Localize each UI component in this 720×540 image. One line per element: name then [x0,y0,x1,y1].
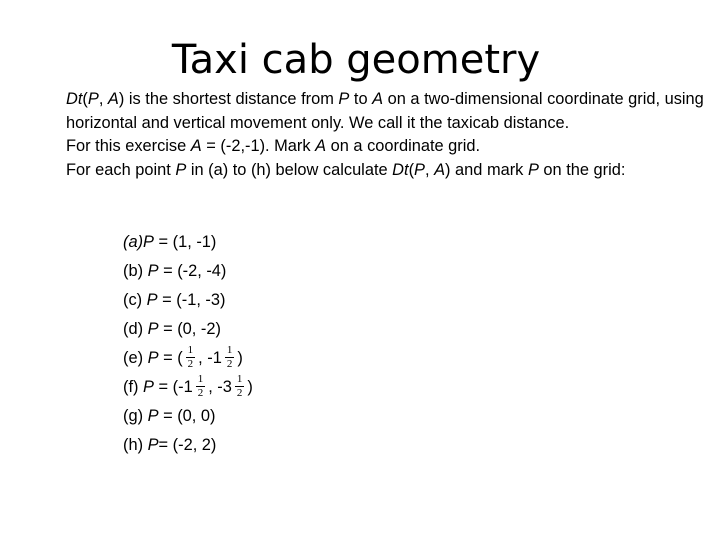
list-item [123,228,523,257]
fraction-one-half [196,374,206,399]
definition-text-2: to [349,90,373,108]
point-p-symbol: P [414,160,425,179]
point-p-symbol: P [143,233,154,251]
item-label: (c) [123,291,147,309]
instruction-text-4: on the grid: [538,160,626,179]
fraction-one-half [235,374,245,399]
point-p-symbol: P [527,160,539,179]
list-item [123,402,523,431]
item-coordinates-start: = (-1 [153,378,193,396]
list-item [123,431,523,460]
item-label: (g) [123,407,148,425]
fraction-denominator: 2 [236,387,243,400]
item-label: (e) [123,349,148,367]
item-coordinates-end: ) [237,349,243,367]
exercise-text-2: = (-2,-1). Mark [201,137,316,155]
list-item [123,315,523,344]
point-list [123,228,523,460]
point-p-symbol: P [146,291,158,309]
fraction-numerator: 1 [187,344,194,357]
list-item [123,344,523,373]
instruction-text-2: in (a) to (h) below calculate [186,160,393,179]
instruction-text-1: For each point [66,160,176,179]
item-coordinates-start: = ( [158,349,183,367]
fraction-denominator: 2 [197,387,204,400]
list-item [123,257,523,286]
item-label: (b) [123,262,148,280]
point-p-symbol: P [338,90,350,108]
item-coordinates: = (0, 0) [158,407,216,425]
item-coordinates: = (0, -2) [158,320,221,338]
item-label: (d) [123,320,148,338]
slide-title: Taxi cab geometry [171,37,541,83]
instruction-text-3: and mark [450,160,528,179]
item-label: (h) [123,436,148,454]
point-a-symbol: A [190,137,202,155]
comma: , [424,160,435,179]
exercise-text-1: For this exercise [66,137,191,155]
item-coordinates: = (1, -1) [153,233,217,251]
dt-symbol: Dt [66,90,83,108]
item-coordinates-middle: , -3 [208,378,232,396]
point-a-symbol: A [107,90,119,108]
point-p-symbol: P [175,160,187,179]
item-label: (a) [123,233,144,251]
fraction-numerator: 1 [197,373,204,386]
fraction-one-half [225,345,235,370]
paren-close: ) [118,90,125,108]
exercise-text-3: on a coordinate grid. [326,137,481,155]
paren-open: ( [408,160,415,179]
item-coordinates: = (-2, 2) [158,436,217,454]
dt-symbol: Dt [392,160,409,179]
item-label: (f) [123,378,144,396]
point-a-symbol: A [315,137,327,155]
fraction-numerator: 1 [226,344,233,357]
paren-open: ( [82,90,88,108]
exercise-paragraph [66,135,706,159]
list-item [123,373,523,402]
definition-paragraph [66,88,706,135]
point-p-symbol: P [147,436,159,454]
fraction-denominator: 2 [187,358,194,371]
point-a-symbol: A [434,160,446,179]
point-p-symbol: P [147,407,159,425]
instruction-paragraph [66,159,706,183]
item-coordinates: = (-1, -3) [157,291,226,309]
item-coordinates: = (-2, -4) [158,262,227,280]
definition-text-1: is the shortest distance from [124,90,339,108]
point-p-symbol: P [147,349,159,367]
fraction-one-half [186,345,196,370]
point-p-symbol: P [147,320,159,338]
paren-close: ) [445,160,451,179]
list-item [123,286,523,315]
comma: , [98,90,108,108]
definition-text-3: on a two-dimensional coordinate grid, using horizontal and vertical movement only. We call it the taxicab distance. [66,90,704,132]
point-p-symbol: P [87,90,99,108]
fraction-numerator: 1 [236,373,243,386]
intro-text [66,88,706,182]
fraction-denominator: 2 [226,358,233,371]
item-coordinates-end: ) [247,378,253,396]
point-p-symbol: P [147,262,159,280]
point-p-symbol: P [143,378,154,396]
item-coordinates-middle: , -1 [198,349,222,367]
point-a-symbol: A [372,90,384,108]
